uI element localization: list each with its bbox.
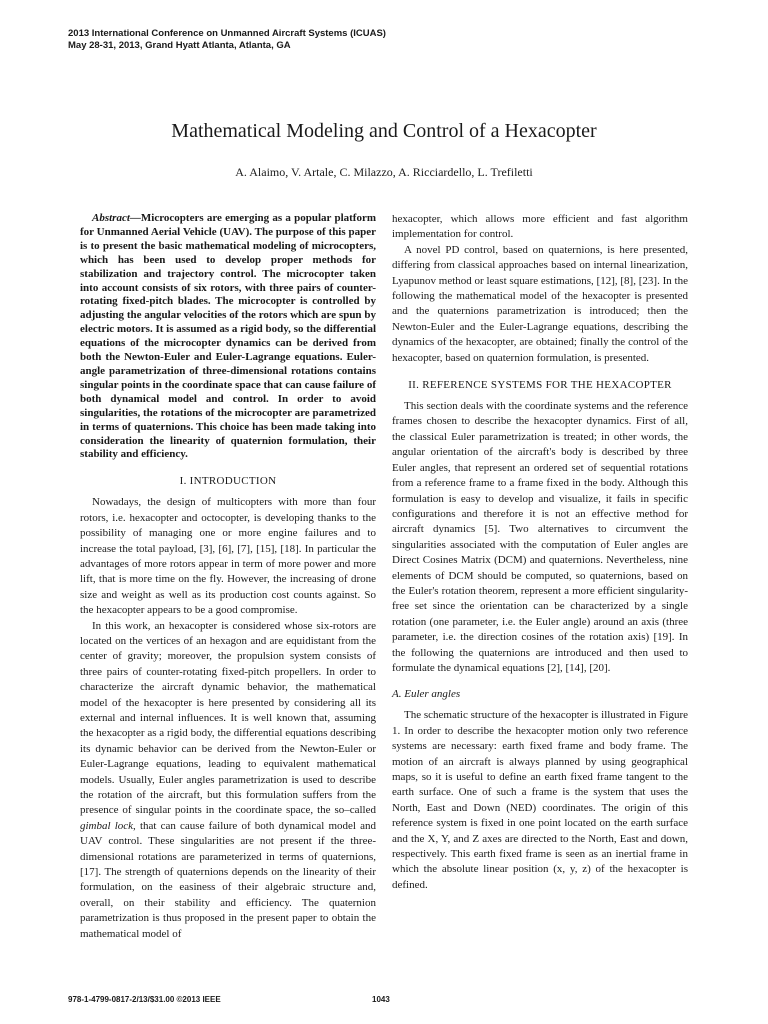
paper-title: Mathematical Modeling and Control of a Hexacopter <box>171 120 597 142</box>
conference-dates: May 28-31, 2013, Grand Hyatt Atlanta, Atlanta, GA <box>68 40 291 51</box>
section-heading-reference-systems: II. REFERENCE SYSTEMS FOR THE HEXACOPTER <box>408 379 672 392</box>
page-number: 1043 <box>372 995 390 1004</box>
section-heading-introduction: I. INTRODUCTION <box>179 475 277 488</box>
footer-isbn: 978-1-4799-0817-2/13/$31.00 ©2013 IEEE <box>68 995 221 1004</box>
subsection-heading-euler-angles: A. Euler angles <box>392 688 461 701</box>
abstract <box>80 212 376 462</box>
conference-name: 2013 International Conference on Unmanned Aircraft Systems (ICUAS) <box>68 28 386 39</box>
paper-authors: A. Alaimo, V. Artale, C. Milazzo, A. Ricciardello, L. Trefiletti <box>235 165 533 179</box>
intro-paragraph-2 <box>80 619 376 943</box>
intro-paragraph-2-part-a: In this work, an hexacopter is considered whose six-rotors are located on the vertices of an hexagon and are equidistant from the center of gravity; moreover, the propulsion system consists of three pairs of counter-rotating fixed-pitch propellers. In order to characterize the aircraft dynamic behavior, the mathematical model of the hexacopter is here presented by considering all its external and internal influences. It is well known that, assuming the hexacopter as a rigid body, the differential equations describing its dynamic behavior can be derived from the Newton-Euler or Euler-Lagrange equations, leading to equivalent mathematical models. Usually, Euler angles parametrization is used to describe the rotation of the aircraft, but this formulation suffers from the presence of singular points in the coordinate space, the so–called <box>80 619 376 817</box>
intro-paragraph-2-part-b: , that can cause failure of both dynamical model and UAV control. These singularities are not present if the three-dimensional rotations are parameterized in terms of quaternions, [17]. The strength of quaternions depends on the linearity of their formulation, on the easiness of their algebraic structure and, overall, on their stability and efficiency. The quaternion parametrization is thus proposed in the present paper to obtain the mathematical model of <box>80 819 376 940</box>
left-column <box>80 212 376 942</box>
gimbal-lock-term: gimbal lock <box>80 819 134 832</box>
intro-paragraph-1: Nowadays, the design of multicopters with more than four rotors, i.e. hexacopter and octocopter, is developing thanks to the possibility of managing one or more engine failures and to increase the total payload, [3], [6], [7], [15], [18]. In particular the advantages of more rotors appear in term of more power and more lift, that is more time on the fly. However, the increasing of drone size and weight as well as its production cost counts against. So the hexacopter appears to be a good compromise. <box>80 496 376 617</box>
abstract-text: Microcopters are emerging as a popular platform for Unmanned Aerial Vehicle (UAV). The purpose of this paper is to present the basic mathematical modeling of microcopters, which has been used to develop proper methods for stabilization and trajectory control. The microcopter taken into account consists of six rotors, with three pairs of counter-rotating fixed-pitch blades. The microcopter is controlled by adjusting the angular velocities of the rotors which are spun by electric motors. It is assumed as a rigid body, so the differential equations of the microcopter dynamics can be derived from both the Newton-Euler and Euler-Lagrange equations. Euler-angle parametrization of three-dimensional rotations contains singular points in the coordinate space that can cause failure of both dynamical model and control. In order to avoid singularities, the rotations of the microcopter are parametrized in terms of quaternions. This choice has been made taking into consideration the linearity of quaternion formulation, their stability and efficiency. <box>80 212 376 461</box>
abstract-label: Abstract— <box>92 212 141 224</box>
euler-angles-paragraph: The schematic structure of the hexacopter is illustrated in Figure 1. In order to describe the hexacopter motion only two reference systems are necessary: earth fixed frame and body frame. The motion of an aircraft is always planned by using geographical maps, so it is useful to define an earth fixed frame tangent to the earth surface. One of such a frame is the system that uses the North, East and Down (NED) coordinates. The origin of this reference system is fixed in one point located on the earth surface and the X, Y, and Z axes are directed to the North, East and down, respectively. This earth fixed frame is seen as an inertial frame in which the absolute linear position (x, y, z) of the hexacopter is defined. <box>392 709 688 891</box>
intro-continuation: hexacopter, which allows more efficient and fast algorithm implementation for control. <box>392 213 688 241</box>
right-column <box>392 212 688 893</box>
reference-systems-paragraph: This section deals with the coordinate systems and the reference frames chosen to describe the hexacopter dynamics. First of all, the classical Euler parametrization is treated; in other words, the angular orientation of the aircraft's body is described by three Euler angles, that represent an ordered set of sequential rotations from a reference frame to a frame fixed in the body. Although this formulation is easy to develop and visualize, it fails in specific configurations and therefore it is not an effective method for aircraft dynamics [5]. Two alternatives to circumvent the singularities associated with the computation of Euler angles are Direct Cosines Matrix (DCM) and quaternions. Nevertheless, nine elements of DCM should be computed, so quaternions, based on the Euler's rotation theorem, represent a more efficient singularity-free set since the orientation can be characterized by a single rotation (one parameter, i.e. the Euler angle) around an axis (three parameter, i.e. the direction cosines of the rotation axis) [19]. In the following the quaternions are introduced and then used to formulate the dynamical equations [2], [14], [20]. <box>392 400 688 674</box>
conference-header <box>68 28 708 52</box>
intro-paragraph-3: A novel PD control, based on quaternions, is here presented, differing from classical approaches based on internal linearization, Lyapunov method or least square estimations, [12], [8], [23]. In the following the mathematical model of the hexacopter is presented and the quaternions parametrization is introduced; then the Newton-Euler and the Euler-Lagrange equations, describing the dynamics of the hexacopter, are obtained; finally the control of the hexacopter, based on quaternion formulation, is presented. <box>392 243 688 364</box>
